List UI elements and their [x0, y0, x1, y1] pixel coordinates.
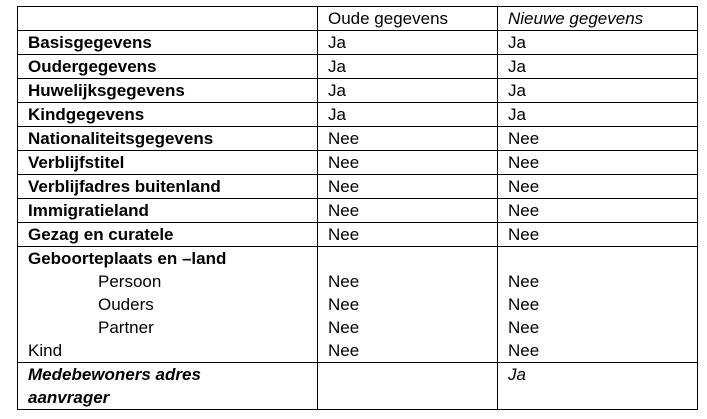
- row-label: Verblijfadres buitenland: [18, 175, 318, 199]
- old-value: Ja: [318, 31, 498, 55]
- row-label: Huwelijksgegevens: [18, 79, 318, 103]
- table-row: [18, 103, 698, 127]
- new-value: Nee: [508, 295, 540, 314]
- old-value: Ja: [318, 79, 498, 103]
- old-value: Nee: [318, 151, 498, 175]
- new-value: Ja: [498, 31, 698, 55]
- comparison-table: [17, 6, 698, 410]
- geboorte-new-cell: [498, 247, 698, 363]
- header-new-data: Nieuwe gegevens: [498, 7, 698, 31]
- old-value: Ja: [318, 103, 498, 127]
- new-value: Nee: [498, 127, 698, 151]
- header-row: [18, 7, 698, 31]
- medebewoners-label-line1: Medebewoners adres: [28, 365, 201, 384]
- geboorte-old-spacer: [328, 247, 497, 270]
- geboorte-label: Geboorteplaats en –land: [28, 249, 227, 268]
- new-value: Nee: [508, 318, 540, 337]
- new-value: Ja: [498, 79, 698, 103]
- old-value: Nee: [318, 223, 498, 247]
- medebewoners-label-cell: [18, 363, 318, 410]
- table-row: [18, 199, 698, 223]
- new-value: Nee: [498, 175, 698, 199]
- row-label: Kindgegevens: [18, 103, 318, 127]
- new-value: Nee: [498, 151, 698, 175]
- sub-label-kind: Kind: [28, 341, 63, 360]
- geboorte-row: [18, 247, 698, 363]
- old-value: [318, 363, 498, 410]
- row-label: Gezag en curatele: [18, 223, 318, 247]
- geboorte-old-cell: [318, 247, 498, 363]
- table-row: [18, 223, 698, 247]
- geboorte-label-cell: [18, 247, 318, 363]
- row-label: Basisgegevens: [18, 31, 318, 55]
- row-label: Verblijfstitel: [18, 151, 318, 175]
- table-row: [18, 55, 698, 79]
- new-value: Nee: [508, 341, 540, 360]
- table-row: [18, 79, 698, 103]
- row-label: Oudergegevens: [18, 55, 318, 79]
- sub-label-partner: Partner: [98, 318, 154, 337]
- old-value: Ja: [318, 55, 498, 79]
- new-value: Ja: [498, 55, 698, 79]
- old-value: Nee: [318, 199, 498, 223]
- new-value: Nee: [498, 223, 698, 247]
- old-value: Nee: [328, 295, 360, 314]
- old-value: Nee: [318, 175, 498, 199]
- new-value: Nee: [508, 272, 540, 291]
- row-label: Nationaliteitsgegevens: [18, 127, 318, 151]
- new-value: Ja: [498, 103, 698, 127]
- old-value: Nee: [318, 127, 498, 151]
- geboorte-new-spacer: [508, 247, 697, 270]
- table-row: [18, 127, 698, 151]
- new-value: Ja: [498, 363, 698, 410]
- medebewoners-label-line2: aanvrager: [28, 388, 110, 407]
- medebewoners-row: [18, 363, 698, 410]
- table-row: [18, 31, 698, 55]
- header-empty-cell: [18, 7, 318, 31]
- old-value: Nee: [328, 341, 360, 360]
- header-old-data: Oude gegevens: [318, 7, 498, 31]
- old-value: Nee: [328, 272, 360, 291]
- sub-label-persoon: Persoon: [98, 272, 162, 291]
- table-row: [18, 175, 698, 199]
- table-row: [18, 151, 698, 175]
- row-label: Immigratieland: [18, 199, 318, 223]
- sub-label-ouders: Ouders: [98, 295, 154, 314]
- new-value: Nee: [498, 199, 698, 223]
- old-value: Nee: [328, 318, 360, 337]
